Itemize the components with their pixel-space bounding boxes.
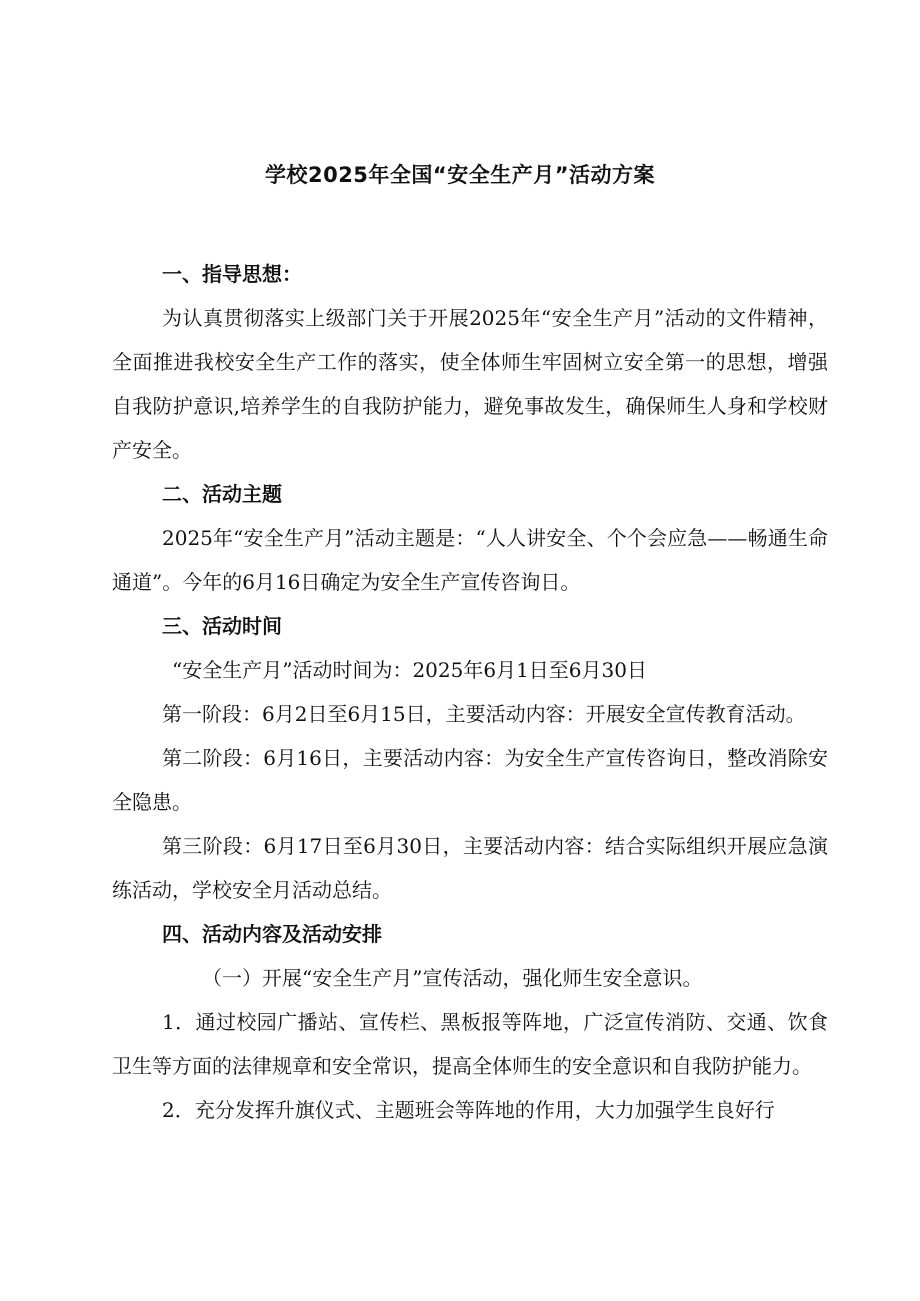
section-heading-activity-theme: 二、活动主题	[162, 482, 282, 506]
section-heading-guiding-thought: 一、指导思想：	[162, 262, 302, 286]
paragraph-subsection-one: （一）开展“安全生产月”宣传活动，强化师生安全意识。	[202, 966, 703, 990]
paragraph-guiding-thought: 为认真贯彻落实上级部门关于开展2025年“安全生产月”活动的文件精神，全面推进我校安全生产工作的落实，使全体师生牢固树立安全第一的思想，增强自我防护意识,培养学生的自我防护能力，避免事故发生，确保师生人身和学校财产安全。	[112, 306, 828, 462]
section-heading-activity-time: 三、活动时间	[162, 614, 282, 638]
document-title: 学校2025年全国“安全生产月”活动方案	[264, 163, 656, 187]
paragraph-item-two: 2．充分发挥升旗仪式、主题班会等阵地的作用，大力加强学生良好行	[162, 1098, 775, 1122]
paragraph-phase-three: 第三阶段：6月17日至6月30日，主要活动内容：结合实际组织开展应急演练活动，学校安全月活动总结。	[112, 834, 828, 902]
paragraph-phase-two: 第二阶段：6月16日，主要活动内容：为安全生产宣传咨询日，整改消除安全隐患。	[112, 746, 828, 814]
section-heading-activity-content: 四、活动内容及活动安排	[162, 922, 382, 946]
paragraph-phase-one: 第一阶段：6月2日至6月15日，主要活动内容：开展安全宣传教育活动。	[162, 702, 806, 726]
paragraph-activity-period: “安全生产月”活动时间为：2025年6月1日至6月30日	[172, 658, 647, 682]
document-body	[112, 252, 828, 1132]
paragraph-activity-theme: 2025年“安全生产月”活动主题是：“人人讲安全、个个会应急——畅通生命通道”。今年的6月16日确定为安全生产宣传咨询日。	[112, 526, 828, 594]
paragraph-item-one: 1．通过校园广播站、宣传栏、黑板报等阵地，广泛宣传消防、交通、饮食卫生等方面的法律规章和安全常识，提高全体师生的安全意识和自我防护能力。	[112, 1010, 828, 1078]
